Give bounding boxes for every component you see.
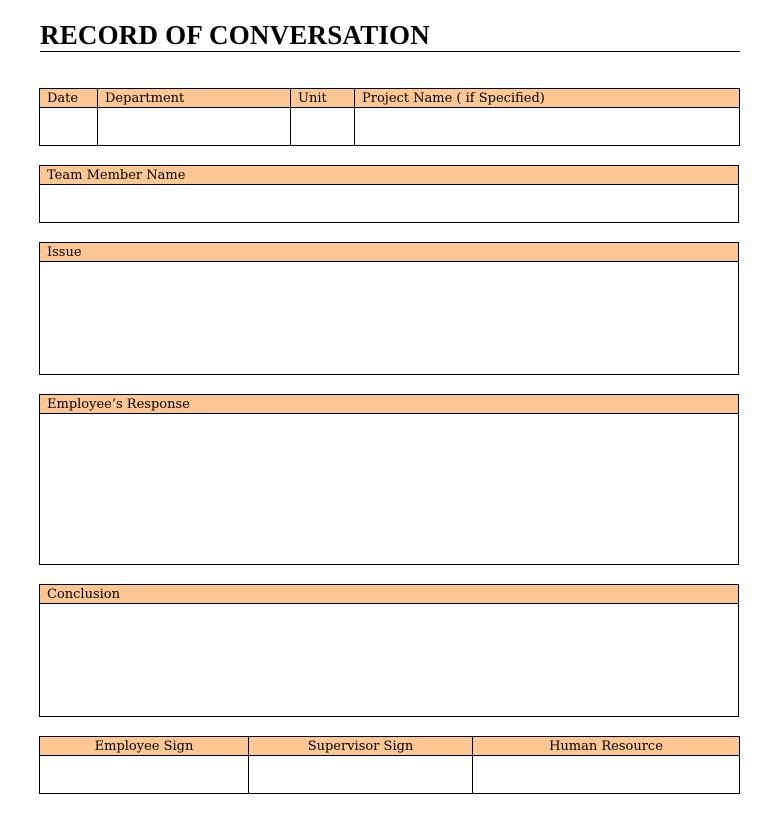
human-resource-header: Human Resource	[473, 737, 740, 756]
info-value-row	[40, 108, 740, 146]
info-table	[39, 88, 740, 146]
supervisor-sign-field[interactable]	[249, 756, 473, 794]
project-name-field[interactable]	[355, 108, 740, 146]
conclusion-header: Conclusion	[40, 585, 739, 604]
unit-field[interactable]	[291, 108, 355, 146]
team-member-header: Team Member Name	[40, 166, 739, 185]
date-field[interactable]	[40, 108, 98, 146]
employee-sign-field[interactable]	[40, 756, 249, 794]
issue-field[interactable]	[40, 262, 739, 375]
issue-table	[39, 242, 739, 375]
employee-response-table	[39, 394, 739, 565]
date-header: Date	[40, 89, 98, 108]
info-header-row	[40, 89, 740, 108]
signatures-table	[39, 736, 740, 794]
project-name-header: Project Name ( if Specified)	[355, 89, 740, 108]
team-member-table	[39, 165, 739, 223]
department-header: Department	[98, 89, 291, 108]
human-resource-field[interactable]	[473, 756, 740, 794]
employee-response-header: Employee’s Response	[40, 395, 739, 414]
page-title: RECORD OF CONVERSATION	[40, 20, 430, 50]
title-underline	[40, 51, 740, 52]
conclusion-field[interactable]	[40, 604, 739, 717]
department-field[interactable]	[98, 108, 291, 146]
supervisor-sign-header: Supervisor Sign	[249, 737, 473, 756]
issue-header: Issue	[40, 243, 739, 262]
signatures-value-row	[40, 756, 740, 794]
employee-sign-header: Employee Sign	[40, 737, 249, 756]
unit-header: Unit	[291, 89, 355, 108]
conclusion-table	[39, 584, 739, 717]
team-member-field[interactable]	[40, 185, 739, 223]
employee-response-field[interactable]	[40, 414, 739, 565]
signatures-header-row	[40, 737, 740, 756]
